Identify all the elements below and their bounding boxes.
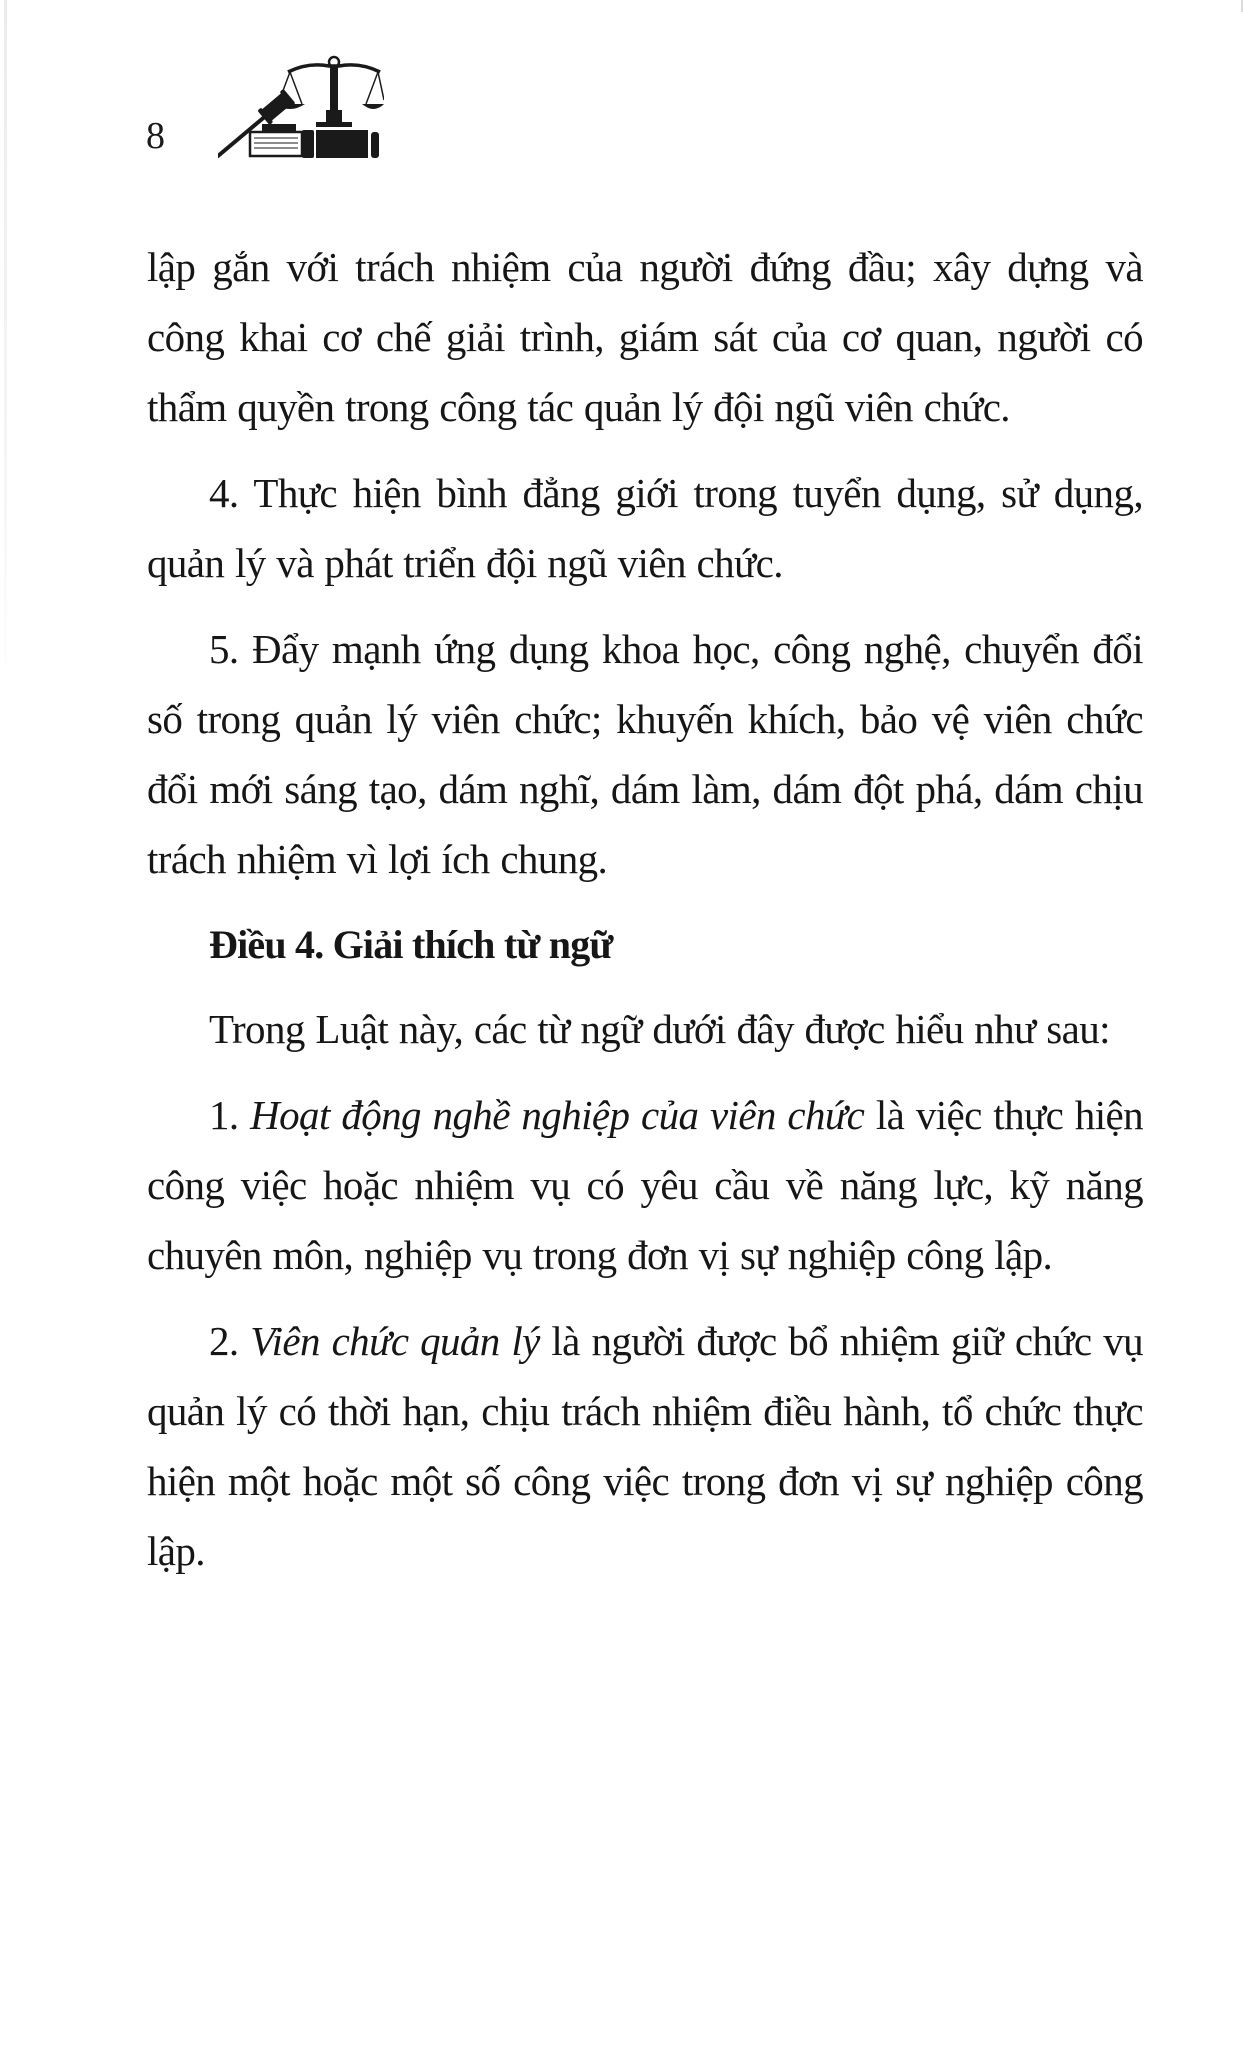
defined-term: Hoạt động nghề nghiệp của viên chức [250,1092,865,1138]
definition-text: là việc thực hiện công việc hoặc nhiệm vụ có yêu cầu về năng lực, kỹ năng chuyên môn, nghiệp vụ trong đơn vị sự nghiệp công lập. [147,1092,1143,1278]
definition-2 [147,1306,1143,1586]
scales-of-justice-gavel-book-icon [218,52,384,162]
article-heading: Điều 4. Giải thích từ ngữ [209,922,613,967]
page-header [146,50,546,165]
clause-5-paragraph: 5. Đẩy mạnh ứng dụng khoa học, công nghệ, chuyển đổi số trong quản lý viên chức; khuyến khích, bảo vệ viên chức đổi mới sáng tạo, dám nghĩ, dám làm, dám đột phá, dám chịu trách nhiệm vì lợi ích chung. [147,626,1143,882]
clause-4-paragraph: 4. Thực hiện bình đẳng giới trong tuyển dụng, sử dụng, quản lý và phát triển đội ngũ viên chức. [147,470,1143,586]
definition-1 [147,1080,1143,1290]
definition-number: 1. [209,1092,251,1138]
page-number: 8 [146,115,165,157]
definition-number: 2. [209,1318,251,1364]
page-binding-edge [4,0,7,700]
continuation-paragraph: lập gắn với trách nhiệm của người đứng đầu; xây dựng và công khai cơ chế giải trình, giám sát của cơ quan, người có thẩm quyền trong công tác quản lý đội ngũ viên chức. [147,244,1143,430]
article-intro: Trong Luật này, các từ ngữ dưới đây được hiểu như sau: [209,1006,1110,1052]
page-body [147,232,1143,1602]
definition-text: là người được bổ nhiệm giữ chức vụ quản lý có thời hạn, chịu trách nhiệm điều hành, tổ chức thực hiện một hoặc một số công việc trong đơn vị sự nghiệp công lập. [147,1318,1143,1574]
defined-term: Viên chức quản lý [250,1318,540,1364]
